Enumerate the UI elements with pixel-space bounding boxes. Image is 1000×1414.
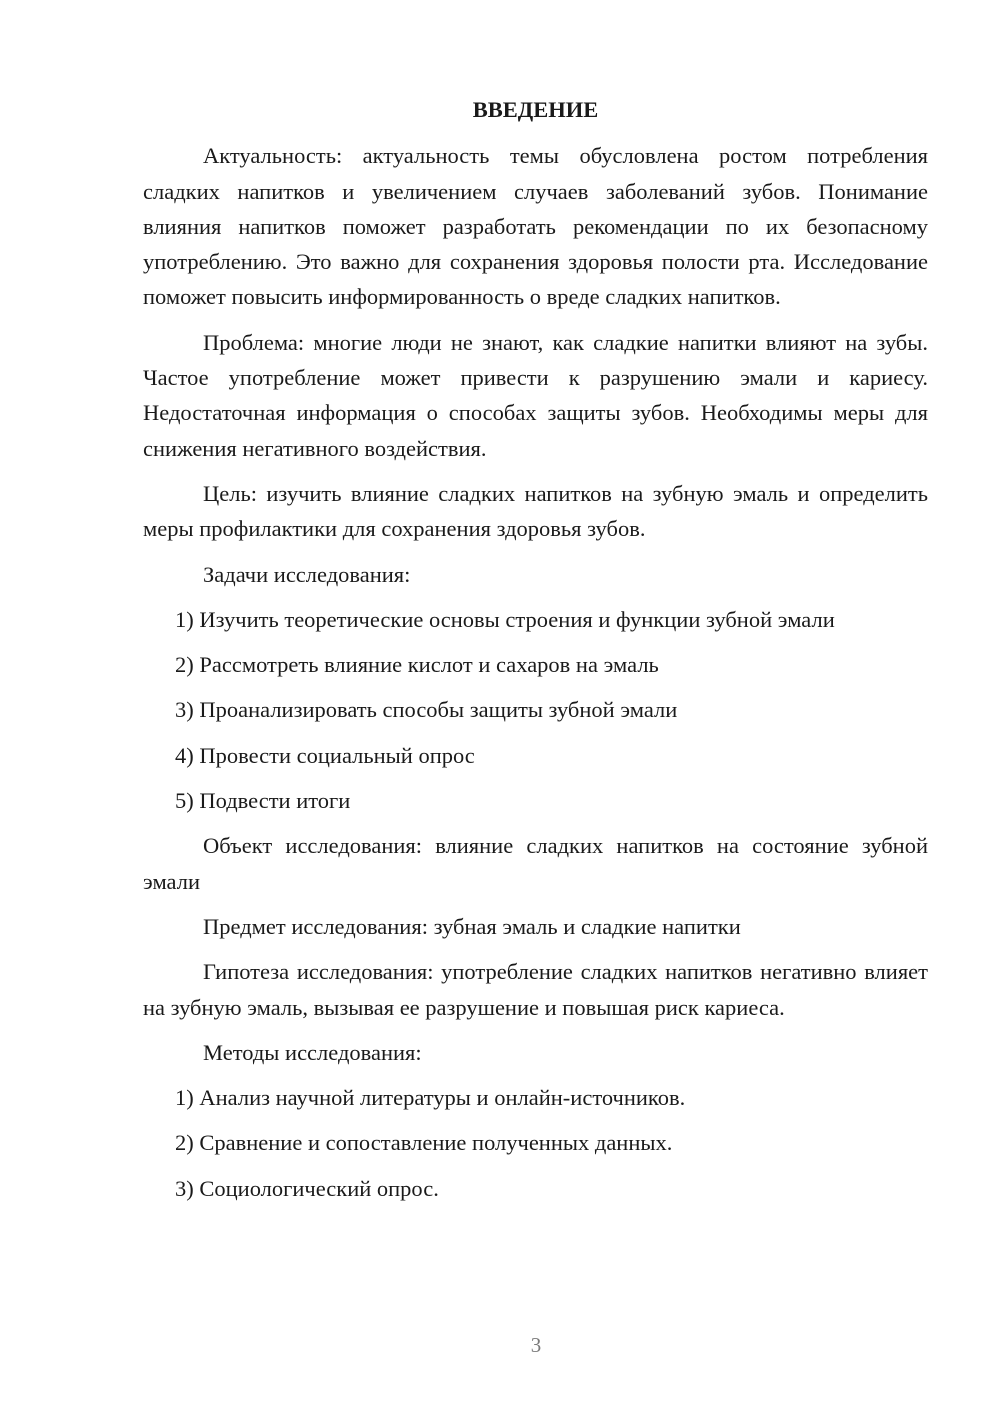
- task-item: 2) Рассмотреть влияние кислот и сахаров на эмаль: [175, 652, 659, 678]
- page-number: 3: [530, 1333, 542, 1357]
- method-item: 3) Социологический опрос.: [175, 1175, 439, 1201]
- task-item: 1) Изучить теоретические основы строения и функции зубной эмали: [175, 606, 835, 632]
- method-item: 1) Анализ научной литературы и онлайн-источников.: [175, 1085, 686, 1111]
- page-content: [143, 92, 928, 1216]
- methods-title: Методы исследования:: [203, 1039, 422, 1065]
- subject-paragraph: Предмет исследования: зубная эмаль и сладкие напитки: [203, 913, 741, 939]
- method-item: 2) Сравнение и сопоставление полученных данных.: [175, 1130, 673, 1156]
- section-heading: ВВЕДЕНИЕ: [472, 97, 599, 122]
- task-item: 4) Провести социальный опрос: [175, 742, 475, 768]
- task-item: 3) Проанализировать способы защиты зубной эмали: [175, 697, 678, 723]
- tasks-list: [143, 602, 928, 818]
- methods-list: [143, 1080, 928, 1206]
- object-paragraph: Объект исследования: влияние сладких напитков на состояние зубной эмали: [143, 833, 928, 894]
- relevance-paragraph: Актуальность: актуальность темы обусловлена ростом потребления сладких напитков и увеличением случаев заболеваний зубов. Понимание влияния напитков поможет разработать рекомендации по их безопасному употреблению. Это важно для сохранения здоровья полости рта. Исследование поможет повысить информированность о вреде сладких напитков.: [143, 143, 928, 310]
- hypothesis-paragraph: Гипотеза исследования: употребление сладких напитков негативно влияет на зубную эмаль, вызывая ее разрушение и повышая риск кариеса.: [143, 959, 928, 1020]
- problem-paragraph: Проблема: многие люди не знают, как сладкие напитки влияют на зубы. Частое употребление может привести к разрушению эмали и кариесу. Недостаточная информация о способах защиты зубов. Необходимы меры для снижения негативного воздействия.: [143, 329, 928, 461]
- goal-paragraph: Цель: изучить влияние сладких напитков на зубную эмаль и определить меры профилактики для сохранения здоровья зубов.: [143, 480, 928, 542]
- task-item: 5) Подвести итоги: [175, 788, 351, 814]
- tasks-title: Задачи исследования:: [203, 561, 411, 587]
